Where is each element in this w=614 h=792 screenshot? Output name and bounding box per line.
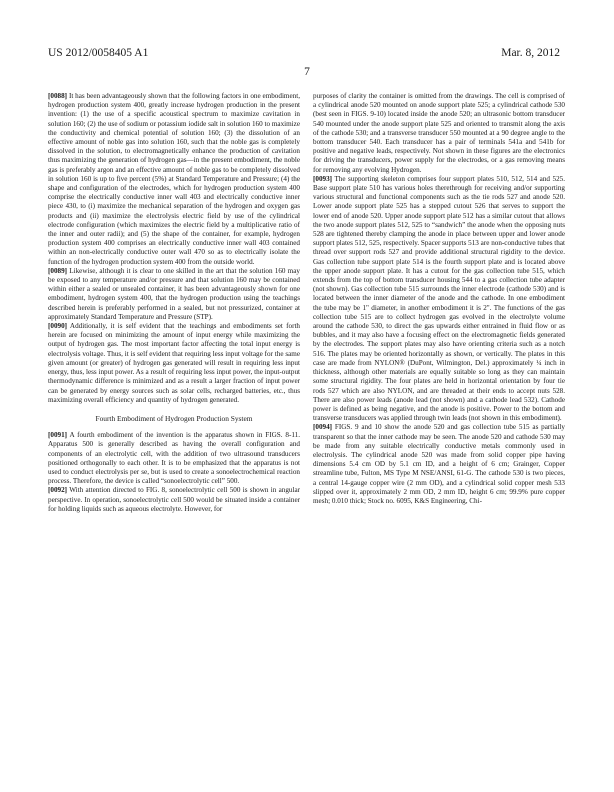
paragraph-text: A fourth embodiment of the invention is the apparatus shown in FIGS. 8-11. Apparatus 500 is generally described as having the overall configuration and components of an electrolytic cell, with the addition of two ultrasound transducers positioned orthogonally to each other. It is to be emphasized that the apparatus is not used to conduct electrolysis per se, but is used to create a sonoelectrochemical reaction process. Therefore, the device is called “sonoelectrolytic cell” 500. [48,431,300,486]
publication-date: Mar. 8, 2012 [501,47,560,59]
paragraph-0089 [48,267,300,322]
paragraph-number: [0092] [48,486,68,495]
paragraph-0088 [48,92,300,267]
paragraph-number: [0091] [48,431,68,440]
paragraph-text: purposes of clarity the container is omitted from the drawings. The cell is comprised of a cylindrical anode 520 mounted on anode support plate 525; a cylindrical cathode 530 (best seen in FIGS. 9-10) located inside the anode 520; an ultrasonic bottom transducer 540 mounted under the anode support plate 525 and oriented to transmit along the axis of the cathode 530; and a transverse transducer 550 mounted at a 90 degree angle to the bottom transducer 540. Each transducer has a pair of terminals 541a and 541b for positive and negative leads, respectively. Not shown in these figures are the electronics for driving the transducers, power supply for the electrodes, or a gas removing means for removing any evolving Hydrogen. [313,92,565,174]
publication-number: US 2012/0058405 A1 [48,47,149,59]
paragraph-number: [0093] [313,174,333,183]
paragraph-number: [0088] [48,92,68,100]
paragraph-0092 [48,486,300,514]
paragraph-text: Likewise, although it is clear to one skilled in the art that the solution 160 may be exposed to any temperature and/or pressure and that solution 160 may be contained within either a sealed or unsealed container, it has been advantageously shown for one embodiment, hydrogen system 400, that the hydrogen production using the teachings described herein is preferably performed in a sealed, but not pressurized, container at approximately Standard Temperature and Pressure (STP). [48,266,300,321]
paragraph-0094 [313,423,565,506]
paragraph-text: It has been advantageously shown that the following factors in one embodiment, hydrogen production system 400, greatly increase hydrogen production in the present invention: (1) the use of a specific acoustical spectrum to maximize cavitation in solution 160; (2) the use of sodium or potassium iodide salt in solution 160 to maximize the conductivity and chemical potential of solution 160; (3) the dissolution of an effective amount of noble gas into solution 160, such that the noble gas is completely dissolved in the solution, to electromagnetically enhance the production of cavitation thus maximizing the generation of hydrogen gas—in the present embodiment, the noble gas is preferably argon and an effective amount of noble gas to be completely dissolved in solution 160 is up to five percent (5%) at Standard Temperature and Pressure; (4) the shape and configuration of the electrodes, which for hydrogen production system 400 comprise the electrically conductive inner wall 403 and electrically conductive inner piece 430, to (i) maximize the mechanical separation of the hydrogen and oxygen gas products and (ii) maximize the electrolysis electric field by use of the cylindrical electrode configuration (which maximizes the electric field by a multiplicative ratio of the inner and outer radii); and (5) the shape of the container, for example, hydrogen production system 400 comprises an electrically conductive inner wall 403 contained within an non-electrically conductive outer wall 470 so as to electrically isolate the function of the hydrogen production system 400 from the outside world. [48,92,300,266]
paragraph-0090 [48,322,300,405]
paragraph-text: The supporting skeleton comprises four support plates 510, 512, 514 and 525. Base support plate 510 has various holes therethrough for receiving and/or supporting various structural and functional components such as the tie rods 527 and anode 520. Lower anode support plate 525 has a stepped cutout 526 that serves to support the lower end of anode 520. Upper anode support plate 512 has a similar cutout that allows the two anode support plates 512, 525 to “sandwich” the anode when the opposing nuts 528 are tightened thereby clamping the anode in place between upper and lower anode support plates 512, 525, respectively. Spacer supports 513 are non-conductive tubes that thread over support rods 527 and provide additional structural rigidity to the device. Gas collection tube support plate 514 is the fourth support plate and is located above the upper anode support plate. It has a cutout for the gas collection tube 515, which extends from the top of bottom transducer housing 544 to a gas collection tube adapter (not shown). Gas collection tube 515 surrounds the inner electrode (cathode 530) and is located between the inner diameter of the anode and the cathode. In one embodiment the tube may be 1" diameter, in another embodiment it is 2". The functions of the gas collection tube 515 are to collect hydrogen gas evolved in the electrolyte volume around the cathode 530, to direct the gas upwards either entrained in fluid flow or as bubbles, and it may also have a focusing effect on the electromagnetic fields generated by the electrodes. The support plates may also have orienting criteria such as a notch 516. The plates may be oriented horizontally as shown, or vertically. The plates in this case are made from NYLON® (DuPont, Wilmington, Del.) approximately ¼ inch in thickness, although other materials are equally suitable so long as they can maintain some structural rigidity. The four plates are held in horizontal orientation by four tie rods 527 which are also NYLON, and are threaded at their ends to accept nuts 528. There are also power leads (anode lead (not shown) and a cathode lead 532). Cathode power is defined as being negative, and the anode is positive. Power to the bottom and transverse transducers was applied through twin leads (not shown in this embodiment). [313,174,565,423]
left-column [48,92,300,514]
paragraph-text: With attention directed to FIG. 8, sonoelectrolytic cell 500 is shown in angular perspective. In operation, sonoelectrolytic cell 500 would be situated inside a container for holding liquids such as aqueous electrolyte. However, for [48,486,300,513]
right-column [313,92,565,506]
page-number: 7 [304,66,310,78]
paragraph-text: Additionally, it is self evident that the teachings and embodiments set forth herein are focused on minimizing the amount of input energy while maximizing the output of hydrogen gas. The most important factor affecting the total input energy is electrolysis voltage. Thus, it is self evident that requiring less input voltage for the same given amount (or greater) of hydrogen gas generated will result in requiring less input energy, thus, less input power. As a result of requiring less input power, the input-output thermodynamic difference is minimized and as a result a larger fraction of input power can be generated by energy sources such as solar cells, recharged batteries, etc., thus maximizing overall efficiency and quantity of hydrogen generated. [48,322,300,404]
paragraph-continuation [313,92,565,175]
paragraph-0093 [313,175,565,423]
section-heading: Fourth Embodiment of Hydrogen Production System [95,413,253,423]
paragraph-text: FIGS. 9 and 10 show the anode 520 and gas collection tube 515 as partially transparent so that the inner cathode may be seen. The anode 520 and cathode 530 may be made from any suitable electrically conductive metals commonly used in electrolysis. The cylindrical anode 520 was made from solid copper pipe having dimensions 5.4 cm OD by 5.1 cm ID, and a height of 6 cm; Grainger, Copper streamline tube, Fulton, MS Type M NSE/ANSI, 61-G. The cathode 530 is two pieces, a central 14-gauge copper wire (2 mm OD), and a cylindrical solid copper mesh 533 slipped over it, approximately 2 mm OD, 2 mm ID, height 6 cm; 99.9% pure copper mesh; 0.010 thick; Stock no. 6095, K&S Engineering, Chi- [313,423,565,505]
paragraph-number: [0090] [48,322,68,331]
paragraph-number: [0089] [48,266,68,275]
paragraph-0091 [48,431,300,486]
paragraph-number: [0094] [313,423,333,432]
